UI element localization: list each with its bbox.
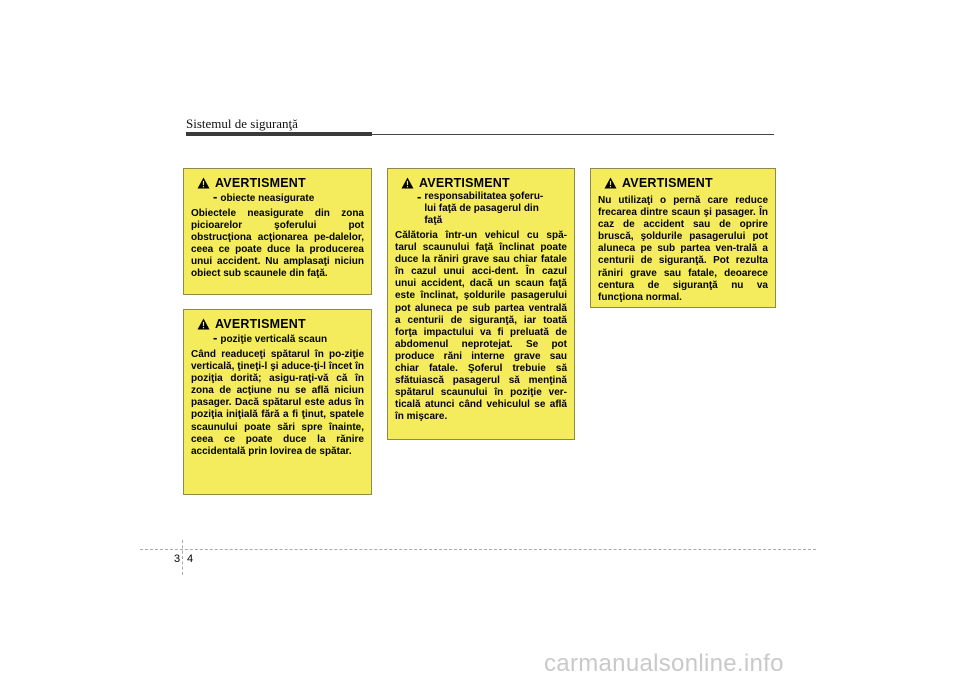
warning-triangle-icon xyxy=(401,177,414,189)
warning-subtitle: - obiecte neasigurate xyxy=(213,189,315,204)
footer-rule xyxy=(140,549,816,550)
warning-subtitle-text: poziţie verticală scaun xyxy=(220,334,328,345)
warning-box-unsecured-objects xyxy=(183,168,372,295)
warning-body: Obiectele neasigurate din zona picioarelor şoferului pot obstrucţiona acţionarea pe-dalelor, ceea ce poate duce la producerea unui accident. Nu amplasaţi niciun obiect sub scaunele din faţă. xyxy=(191,208,364,280)
warning-box-cushion xyxy=(590,168,776,308)
section-title: Sistemul de siguranţă xyxy=(186,116,298,131)
footer-divider xyxy=(182,540,183,575)
header-bar xyxy=(186,132,372,136)
warning-title: AVERTISMENT xyxy=(419,176,510,190)
warning-body: Nu utilizaţi o pernă care reduce frecarea dintre scaun şi pasager. În caz de accident sau de oprire bruscă, şoldurile pasagerului pot aluneca pe sub partea ven-trală a centurii de siguranţă. Pot rezulta răniri grave sau fatale, deoarece centura de siguranţă nu va funcţiona normal. xyxy=(598,195,768,303)
warning-triangle-icon xyxy=(604,177,617,189)
warning-body: Călătoria într-un vehicul cu spă-tarul scaunului faţă înclinat poate duce la răniri grave sau chiar fatale în cazul unui acci-dent. În cazul unui accident, dacă un scaun faţă este înclinat, şoldurile pasagerului pot aluneca pe sub partea ventrală a centurii de siguranţă, iar toată forţa impactului va fi preluată de abdomenul neprotejat. Se pot produce răni interne grave sau chiar fatale. Şoferul trebuie să sfătuiască pasagerul să menţină spătarul scaunului în poziţie ver-ticală atunci când vehiculul se află în mişcare. xyxy=(395,230,567,423)
warning-triangle-icon xyxy=(197,177,210,189)
watermark-text: carmanualsonline.info xyxy=(544,650,784,677)
warning-body: Când readuceţi spătarul în po-ziţie verticală, ţineţi-l şi aduce-ţi-l încet în poziţia dorită; asigu-raţi-vă că în zona de acţiune nu se află niciun pasager. Dacă spătarul este adus în poziţia iniţială fără a fi ţinut, spatele scaunului poate sări spre înainte, ceea ce poate duce la rănire accidentală prin lovirea de spătar. xyxy=(191,349,364,457)
warning-subtitle-text: obiecte neasigurate xyxy=(220,193,315,204)
warning-header xyxy=(598,175,768,191)
warning-box-vertical-seat xyxy=(183,309,372,495)
warning-box-driver-responsibility xyxy=(387,168,575,440)
warning-subtitle: - responsabilitatea şoferu-lui faţă de pasagerul din faţă xyxy=(417,191,567,227)
page-number: 4 xyxy=(187,553,194,565)
warning-title: AVERTISMENT xyxy=(215,176,306,190)
chapter-number: 3 xyxy=(174,553,181,565)
header-rule xyxy=(372,134,774,135)
warning-triangle-icon xyxy=(197,318,210,330)
warning-title: AVERTISMENT xyxy=(215,317,306,331)
warning-subtitle-text: responsabilitatea şoferu-lui faţă de pasagerul din faţă xyxy=(424,191,544,226)
warning-subtitle: - poziţie verticală scaun xyxy=(213,330,328,345)
warning-title: AVERTISMENT xyxy=(622,176,713,190)
